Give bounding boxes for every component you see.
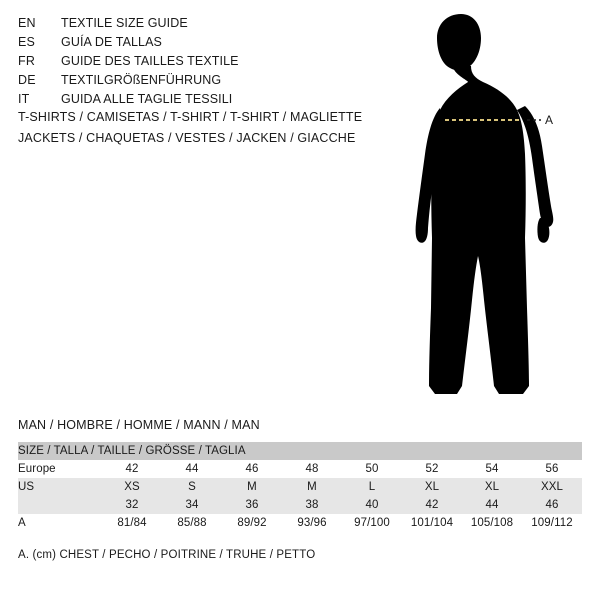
size-table	[18, 442, 582, 532]
table-row	[18, 496, 582, 514]
cell-us-1: S	[162, 478, 222, 496]
row-label-europe: Europe	[18, 460, 102, 478]
cell-a-4: 97/100	[342, 514, 402, 532]
cell-numeric-6: 44	[462, 496, 522, 514]
cell-numeric-7: 46	[522, 496, 582, 514]
cell-numeric-1: 34	[162, 496, 222, 514]
cell-europe-1: 44	[162, 460, 222, 478]
cell-europe-2: 46	[222, 460, 282, 478]
cell-europe-7: 56	[522, 460, 582, 478]
language-row-de	[18, 73, 388, 92]
table-header-row	[18, 442, 582, 460]
language-code-en: EN	[18, 16, 36, 30]
language-code-es: ES	[18, 35, 36, 49]
category-tshirts: T-SHIRTS / CAMISETAS / T-SHIRT / T-SHIRT / MAGLIETTE	[18, 110, 363, 124]
language-row-fr	[18, 54, 388, 73]
language-text-it: GUIDA ALLE TAGLIE TESSILI	[61, 92, 233, 106]
cell-us-4: L	[342, 478, 402, 496]
language-text-fr: GUIDE DES TAILLES TEXTILE	[61, 54, 239, 68]
language-text-en: TEXTILE SIZE GUIDE	[61, 16, 188, 30]
language-row-en	[18, 16, 388, 35]
language-list	[18, 16, 388, 111]
cell-europe-6: 54	[462, 460, 522, 478]
language-text-es: GUÍA DE TALLAS	[61, 35, 162, 49]
row-label-a: A	[18, 514, 102, 532]
garment-category-list	[18, 110, 438, 152]
table-row	[18, 514, 582, 532]
cell-europe-3: 48	[282, 460, 342, 478]
table-row	[18, 460, 582, 478]
category-jackets: JACKETS / CHAQUETAS / VESTES / JACKEN / GIACCHE	[18, 131, 356, 145]
language-code-it: IT	[18, 92, 30, 106]
cell-us-5: XL	[402, 478, 462, 496]
table-header-label: SIZE / TALLA / TAILLE / GRÖSSE / TAGLIA	[18, 442, 582, 460]
cell-a-3: 93/96	[282, 514, 342, 532]
table-row	[18, 478, 582, 496]
language-text-de: TEXTILGRÖßENFÜHRUNG	[61, 73, 222, 87]
cell-us-7: XXL	[522, 478, 582, 496]
table-title: MAN / HOMBRE / HOMME / MANN / MAN	[18, 418, 260, 432]
cell-us-6: XL	[462, 478, 522, 496]
row-label-us: US	[18, 478, 102, 496]
language-code-fr: FR	[18, 54, 36, 68]
cell-a-5: 101/104	[402, 514, 462, 532]
cell-a-6: 105/108	[462, 514, 522, 532]
body-figure	[395, 8, 600, 403]
cell-a-1: 85/88	[162, 514, 222, 532]
cell-us-2: M	[222, 478, 282, 496]
measure-marker-a: A	[545, 113, 554, 127]
cell-europe-0: 42	[102, 460, 162, 478]
cell-numeric-3: 38	[282, 496, 342, 514]
male-silhouette-icon	[395, 8, 600, 403]
language-code-de: DE	[18, 73, 36, 87]
cell-europe-4: 50	[342, 460, 402, 478]
language-row-es	[18, 35, 388, 54]
cell-europe-5: 52	[402, 460, 462, 478]
cell-us-0: XS	[102, 478, 162, 496]
cell-a-7: 109/112	[522, 514, 582, 532]
table-footnote: A. (cm) CHEST / PECHO / POITRINE / TRUHE / PETTO	[18, 549, 316, 561]
cell-numeric-2: 36	[222, 496, 282, 514]
cell-a-0: 81/84	[102, 514, 162, 532]
cell-a-2: 89/92	[222, 514, 282, 532]
cell-us-3: M	[282, 478, 342, 496]
cell-numeric-5: 42	[402, 496, 462, 514]
cell-numeric-4: 40	[342, 496, 402, 514]
row-label-numeric	[18, 496, 102, 514]
cell-numeric-0: 32	[102, 496, 162, 514]
language-row-it	[18, 92, 388, 111]
